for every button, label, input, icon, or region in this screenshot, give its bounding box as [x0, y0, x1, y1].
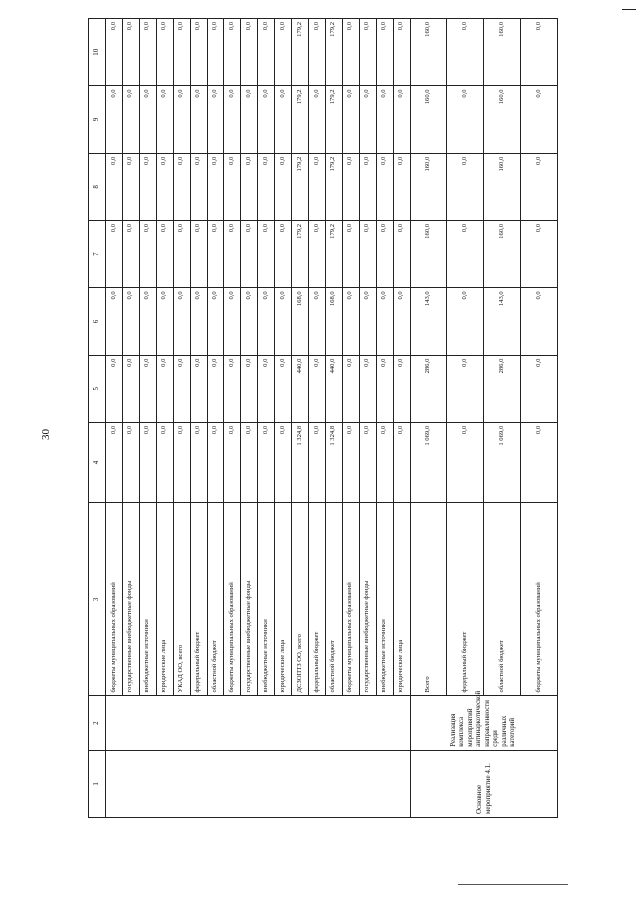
funding-value: 0,0 — [122, 153, 139, 220]
funding-value: 160,0 — [484, 153, 521, 220]
funding-value: 0,0 — [173, 288, 190, 355]
funding-value: 1 324,8 — [292, 422, 309, 502]
funding-value: 179,2 — [325, 19, 342, 86]
funding-source-name: федеральный бюджет — [447, 503, 484, 696]
funding-value: 0,0 — [224, 220, 241, 287]
table-body — [106, 19, 558, 818]
funding-value: 0,0 — [190, 153, 207, 220]
funding-value: 0,0 — [359, 355, 376, 422]
funding-source-name: ДСЗОПТЗ ОО, всего — [292, 503, 309, 696]
funding-value: 0,0 — [207, 153, 224, 220]
funding-value: 0,0 — [241, 153, 258, 220]
funding-value: 160,0 — [410, 220, 447, 287]
funding-value: 0,0 — [359, 86, 376, 153]
corner-mark — [622, 9, 636, 10]
funding-value: 0,0 — [156, 86, 173, 153]
funding-value: 0,0 — [275, 153, 292, 220]
funding-value: 0,0 — [393, 355, 410, 422]
funding-value: 0,0 — [106, 86, 123, 153]
funding-value: 0,0 — [376, 19, 393, 86]
funding-value: 0,0 — [447, 422, 484, 502]
funding-value: 0,0 — [258, 153, 275, 220]
funding-value: 0,0 — [106, 19, 123, 86]
funding-source-name: Всего — [410, 503, 447, 696]
funding-source-name: федеральный бюджет — [190, 503, 207, 696]
funding-value: 0,0 — [309, 220, 326, 287]
funding-value: 0,0 — [393, 220, 410, 287]
funding-value: 0,0 — [122, 19, 139, 86]
funding-value: 0,0 — [224, 288, 241, 355]
funding-value: 0,0 — [376, 86, 393, 153]
column-header-7: 7 — [89, 220, 106, 287]
funding-value: 0,0 — [309, 288, 326, 355]
funding-value: 0,0 — [258, 86, 275, 153]
funding-value: 0,0 — [275, 19, 292, 86]
funding-value: 0,0 — [122, 86, 139, 153]
funding-value: 0,0 — [139, 355, 156, 422]
funding-value: 0,0 — [309, 355, 326, 422]
funding-value: 0,0 — [139, 288, 156, 355]
funding-source-name: юридические лица — [275, 503, 292, 696]
funding-value: 0,0 — [241, 355, 258, 422]
empty-cell — [106, 750, 411, 817]
funding-value: 0,0 — [359, 153, 376, 220]
funding-source-name: бюджеты муниципальных образований — [106, 503, 123, 696]
funding-value: 0,0 — [224, 422, 241, 502]
funding-table — [88, 18, 558, 818]
funding-value: 0,0 — [122, 220, 139, 287]
funding-value: 0,0 — [342, 153, 359, 220]
funding-value: 0,0 — [224, 19, 241, 86]
funding-value: 0,0 — [393, 153, 410, 220]
column-header-10: 10 — [89, 19, 106, 86]
funding-value: 0,0 — [224, 355, 241, 422]
funding-value: 0,0 — [275, 422, 292, 502]
funding-value: 0,0 — [393, 19, 410, 86]
funding-value: 286,0 — [484, 355, 521, 422]
column-header-5: 5 — [89, 355, 106, 422]
funding-value: 0,0 — [106, 422, 123, 502]
funding-value: 0,0 — [258, 355, 275, 422]
funding-value: 0,0 — [275, 86, 292, 153]
funding-value: 0,0 — [359, 220, 376, 287]
column-header-2: 2 — [89, 696, 106, 750]
funding-source-name: бюджеты муниципальных образований — [342, 503, 359, 696]
funding-value: 0,0 — [207, 355, 224, 422]
funding-value: 0,0 — [275, 288, 292, 355]
table-row — [106, 19, 123, 818]
funding-source-name: государственные внебюджетные фонды — [359, 503, 376, 696]
funding-value: 0,0 — [173, 86, 190, 153]
funding-value: 179,2 — [292, 19, 309, 86]
funding-value: 0,0 — [106, 288, 123, 355]
funding-value: 160,0 — [484, 86, 521, 153]
funding-value: 0,0 — [106, 220, 123, 287]
funding-value: 0,0 — [359, 19, 376, 86]
funding-value: 0,0 — [190, 220, 207, 287]
funding-source-name: юридические лица — [393, 503, 410, 696]
funding-value: 0,0 — [258, 19, 275, 86]
funding-value: 0,0 — [309, 86, 326, 153]
column-header-9: 9 — [89, 86, 106, 153]
funding-value: 0,0 — [342, 422, 359, 502]
funding-value: 0,0 — [241, 19, 258, 86]
funding-value: 0,0 — [275, 355, 292, 422]
funding-value: 0,0 — [447, 86, 484, 153]
implementation-label: Реализация комплекса мероприятий антинаркотической направленности среди различных категорий — [410, 696, 557, 750]
funding-value: 0,0 — [139, 19, 156, 86]
funding-value: 0,0 — [106, 153, 123, 220]
funding-value: 0,0 — [156, 220, 173, 287]
funding-value: 0,0 — [275, 220, 292, 287]
funding-source-name: областной бюджет — [207, 503, 224, 696]
funding-source-name: внебюджетные источники — [376, 503, 393, 696]
funding-source-name: внебюджетные источники — [139, 503, 156, 696]
funding-value: 0,0 — [207, 86, 224, 153]
funding-value: 1 324,8 — [325, 422, 342, 502]
funding-value: 0,0 — [156, 288, 173, 355]
funding-source-name: юридические лица — [156, 503, 173, 696]
funding-value: 0,0 — [376, 355, 393, 422]
column-header-4: 4 — [89, 422, 106, 502]
funding-value: 0,0 — [376, 220, 393, 287]
funding-value: 0,0 — [376, 153, 393, 220]
funding-value: 0,0 — [173, 19, 190, 86]
funding-value: 160,0 — [410, 153, 447, 220]
funding-value: 0,0 — [520, 355, 557, 422]
funding-value: 0,0 — [207, 422, 224, 502]
header-row — [89, 19, 106, 818]
funding-value: 179,2 — [292, 153, 309, 220]
funding-value: 0,0 — [342, 86, 359, 153]
funding-value: 0,0 — [258, 220, 275, 287]
funding-value: 0,0 — [393, 86, 410, 153]
funding-value: 0,0 — [309, 19, 326, 86]
funding-value: 0,0 — [359, 422, 376, 502]
funding-value: 1 069,0 — [484, 422, 521, 502]
funding-value: 1 069,0 — [410, 422, 447, 502]
funding-value: 0,0 — [173, 220, 190, 287]
funding-value: 179,2 — [292, 220, 309, 287]
funding-value: 179,2 — [325, 153, 342, 220]
funding-value: 0,0 — [122, 422, 139, 502]
funding-value: 0,0 — [207, 220, 224, 287]
funding-value: 0,0 — [190, 422, 207, 502]
funding-value: 160,0 — [410, 19, 447, 86]
column-header-1: 1 — [89, 750, 106, 817]
funding-value: 0,0 — [122, 288, 139, 355]
funding-value: 0,0 — [122, 355, 139, 422]
page-number: 30 — [40, 429, 52, 440]
footer-rule — [458, 884, 568, 885]
funding-source-name: внебюджетные источники — [258, 503, 275, 696]
column-header-3: 3 — [89, 503, 106, 696]
funding-value: 0,0 — [156, 153, 173, 220]
funding-value: 0,0 — [520, 422, 557, 502]
funding-value: 0,0 — [190, 288, 207, 355]
funding-source-name: государственные внебюджетные фонды — [122, 503, 139, 696]
funding-source-name: бюджеты муниципальных образований — [520, 503, 557, 696]
column-header-8: 8 — [89, 153, 106, 220]
funding-value: 0,0 — [520, 220, 557, 287]
funding-value: 0,0 — [342, 288, 359, 355]
funding-value: 0,0 — [190, 355, 207, 422]
funding-value: 0,0 — [520, 86, 557, 153]
funding-value: 160,0 — [484, 220, 521, 287]
funding-value: 0,0 — [342, 19, 359, 86]
funding-value: 179,2 — [292, 86, 309, 153]
funding-value: 0,0 — [393, 288, 410, 355]
funding-value: 0,0 — [359, 288, 376, 355]
funding-value: 0,0 — [173, 153, 190, 220]
funding-value: 0,0 — [224, 86, 241, 153]
funding-value: 0,0 — [139, 153, 156, 220]
funding-source-name: УКАД ОО, всего — [173, 503, 190, 696]
funding-value: 0,0 — [173, 355, 190, 422]
funding-value: 0,0 — [342, 355, 359, 422]
table-row — [410, 19, 447, 818]
funding-value: 0,0 — [241, 86, 258, 153]
funding-value: 0,0 — [156, 422, 173, 502]
funding-value: 0,0 — [139, 220, 156, 287]
funding-value: 440,0 — [325, 355, 342, 422]
funding-value: 440,0 — [292, 355, 309, 422]
funding-value: 143,0 — [410, 288, 447, 355]
funding-value: 0,0 — [258, 422, 275, 502]
funding-value: 0,0 — [447, 355, 484, 422]
funding-value: 0,0 — [156, 19, 173, 86]
funding-value: 179,2 — [325, 220, 342, 287]
funding-source-name: областной бюджет — [325, 503, 342, 696]
funding-value: 0,0 — [447, 19, 484, 86]
funding-value: 0,0 — [241, 220, 258, 287]
funding-value: 0,0 — [376, 288, 393, 355]
funding-value: 0,0 — [173, 422, 190, 502]
funding-value: 0,0 — [447, 288, 484, 355]
funding-value: 0,0 — [190, 19, 207, 86]
funding-value: 0,0 — [207, 19, 224, 86]
rotated-table-wrapper — [88, 18, 558, 818]
funding-value: 0,0 — [447, 153, 484, 220]
funding-value: 0,0 — [207, 288, 224, 355]
funding-value: 160,0 — [410, 86, 447, 153]
funding-value: 0,0 — [376, 422, 393, 502]
funding-value: 0,0 — [520, 288, 557, 355]
funding-value: 0,0 — [309, 422, 326, 502]
funding-value: 0,0 — [241, 288, 258, 355]
funding-value: 0,0 — [342, 220, 359, 287]
funding-value: 0,0 — [258, 288, 275, 355]
funding-value: 143,0 — [484, 288, 521, 355]
funding-value: 0,0 — [190, 86, 207, 153]
funding-value: 0,0 — [520, 153, 557, 220]
funding-value: 0,0 — [139, 86, 156, 153]
funding-value: 168,0 — [292, 288, 309, 355]
funding-source-name: государственные внебюджетные фонды — [241, 503, 258, 696]
funding-source-name: областной бюджет — [484, 503, 521, 696]
funding-value: 179,2 — [325, 86, 342, 153]
funding-value: 168,0 — [325, 288, 342, 355]
funding-value: 0,0 — [520, 19, 557, 86]
funding-value: 0,0 — [224, 153, 241, 220]
funding-value: 160,0 — [484, 19, 521, 86]
column-header-6: 6 — [89, 288, 106, 355]
funding-value: 0,0 — [241, 422, 258, 502]
activity-label: Основное мероприятие 4.1. — [410, 750, 557, 817]
funding-source-name: федеральный бюджет — [309, 503, 326, 696]
funding-value: 0,0 — [447, 220, 484, 287]
funding-value: 0,0 — [309, 153, 326, 220]
empty-cell — [106, 696, 411, 750]
funding-value: 0,0 — [139, 422, 156, 502]
funding-value: 0,0 — [106, 355, 123, 422]
funding-value: 286,0 — [410, 355, 447, 422]
funding-value: 0,0 — [156, 355, 173, 422]
table-frame — [88, 18, 640, 814]
funding-source-name: бюджеты муниципальных образований — [224, 503, 241, 696]
funding-value: 0,0 — [393, 422, 410, 502]
